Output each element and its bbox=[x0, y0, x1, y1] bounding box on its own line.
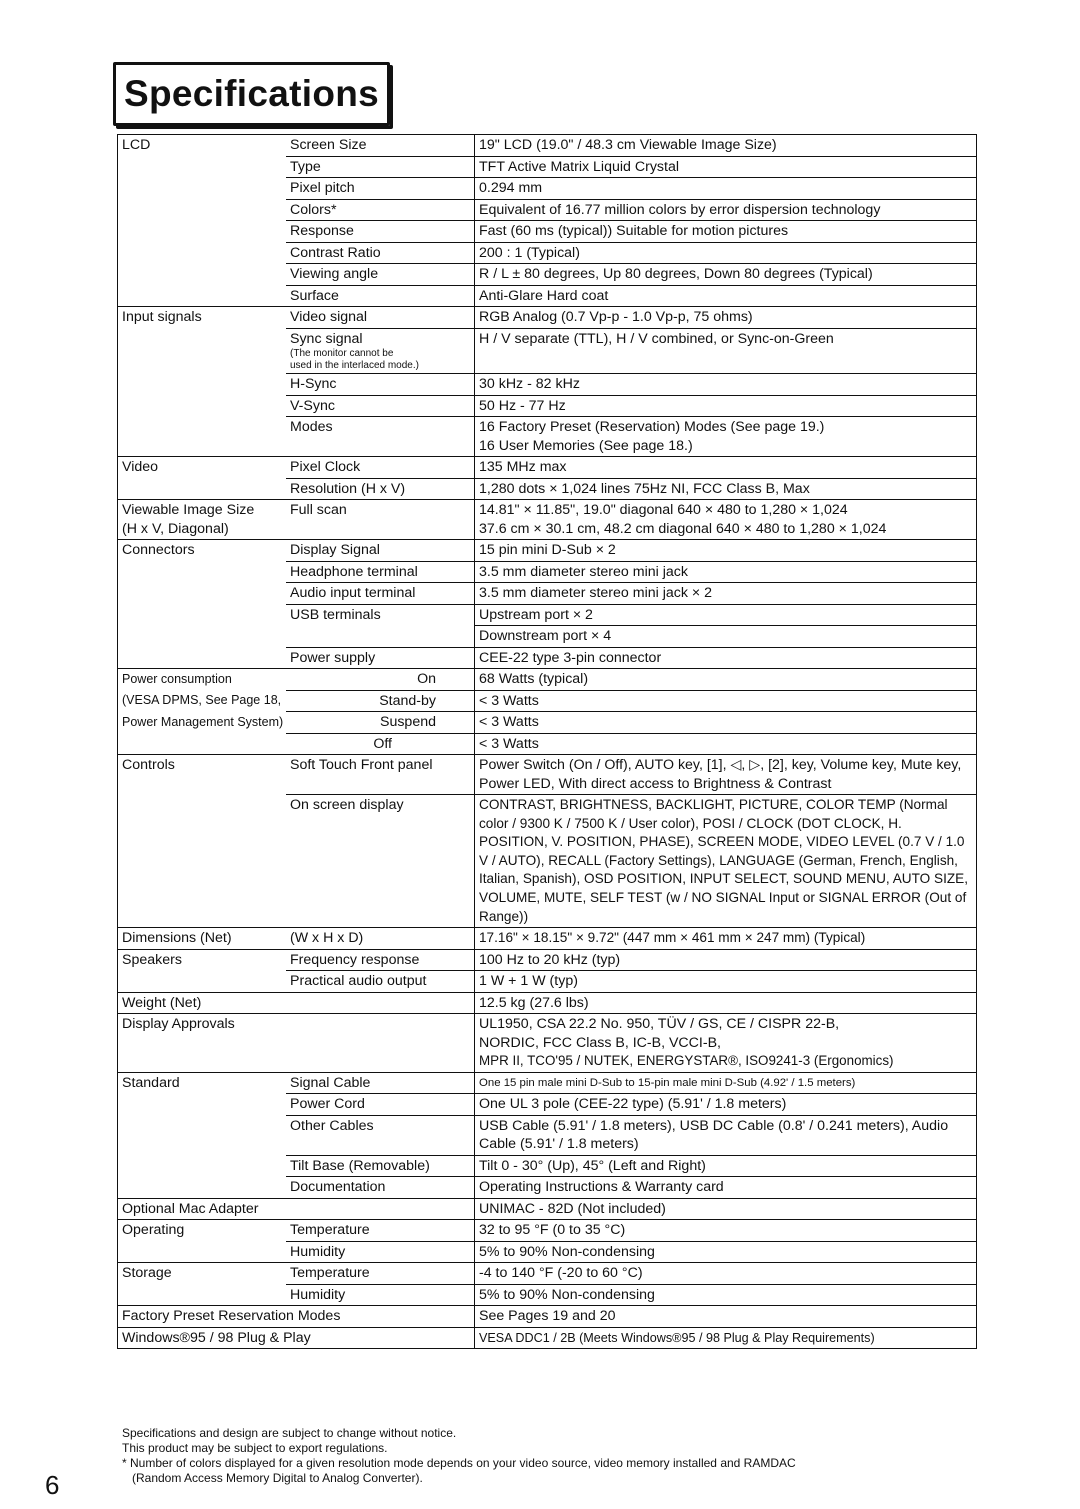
table-row bbox=[118, 307, 977, 329]
table-row bbox=[118, 285, 977, 307]
row-label: LCD bbox=[118, 135, 287, 157]
table-row bbox=[118, 178, 977, 200]
row-sublabel: Frequency response bbox=[286, 949, 475, 971]
row-value: 0.294 mm bbox=[475, 178, 977, 200]
row-value: 50 Hz - 77 Hz bbox=[475, 395, 977, 417]
table-row bbox=[118, 1306, 977, 1328]
value-line: 37.6 cm × 30.1 cm, 48.2 cm diagonal 640 × 480 to 1,280 × 1,024 bbox=[479, 520, 887, 537]
row-value: -4 to 140 °F (-20 to 60 °C) bbox=[475, 1263, 977, 1285]
row-value: 19" LCD (19.0" / 48.3 cm Viewable Image Size) bbox=[475, 135, 977, 157]
row-sublabel: Response bbox=[286, 221, 475, 243]
row-label: Power consumption bbox=[118, 669, 287, 691]
table-row bbox=[118, 971, 977, 993]
table-row bbox=[118, 1241, 977, 1263]
table-row bbox=[118, 374, 977, 396]
table-row bbox=[118, 1115, 977, 1155]
row-value: 5% to 90% Non-condensing bbox=[475, 1284, 977, 1306]
row-sublabel: Resolution (H x V) bbox=[290, 480, 406, 497]
row-label: (VESA DPMS, See Page 18, bbox=[118, 690, 287, 712]
table-row bbox=[118, 712, 977, 734]
label-line: (H x V, Diagonal) bbox=[122, 520, 229, 537]
row-value: 100 Hz to 20 kHz (typ) bbox=[475, 949, 977, 971]
row-value: 30 kHz - 82 kHz bbox=[475, 374, 977, 396]
row-label: Controls bbox=[118, 755, 287, 795]
row-sublabel: Humidity bbox=[290, 1243, 346, 1260]
table-row bbox=[118, 395, 977, 417]
table-row bbox=[118, 135, 977, 157]
table-row bbox=[118, 1155, 977, 1177]
row-value: One UL 3 pole (CEE-22 type) (5.91' / 1.8 meters) bbox=[475, 1094, 977, 1116]
row-label: Operating bbox=[118, 1220, 287, 1242]
sync-note: used in the interlaced mode.) bbox=[290, 360, 419, 371]
row-value: 17.16" × 18.15" × 9.72" (447 mm × 461 mm × 247 mm) (Typical) bbox=[475, 928, 977, 950]
row-sublabel: Pixel Clock bbox=[286, 457, 475, 479]
row-label: Connectors bbox=[118, 540, 287, 562]
table-row bbox=[118, 561, 977, 583]
row-value: 3.5 mm diameter stereo mini jack bbox=[475, 561, 977, 583]
table-row bbox=[118, 626, 977, 648]
row-value: < 3 Watts bbox=[475, 712, 977, 734]
table-row bbox=[118, 795, 977, 928]
row-value: H / V separate (TTL), H / V combined, or Sync-on-Green bbox=[475, 328, 977, 374]
table-row bbox=[118, 199, 977, 221]
row-value: Operating Instructions & Warranty card bbox=[475, 1177, 977, 1199]
row-value: Downstream port × 4 bbox=[475, 626, 977, 648]
footer-line: (Random Access Memory Digital to Analog Converter). bbox=[132, 1471, 423, 1485]
table-row bbox=[118, 1072, 977, 1094]
row-label: Storage bbox=[118, 1263, 287, 1285]
row-sublabel: Documentation bbox=[290, 1179, 386, 1196]
row-value: < 3 Watts bbox=[475, 690, 977, 712]
table-row bbox=[118, 690, 977, 712]
row-value: CONTRAST, BRIGHTNESS, BACKLIGHT, PICTURE, COLOR TEMP (Normal color / 9300 K / 7500 K / User color), POSI / CLOCK (DOT CLOCK, H. POSITION, V. POSITION, PHASE), SCREEN MODE, VIDEO LEVEL (0.7 V / 1.0 V / AUTO), RECALL (Factory Settings), LANGUAGE (German, French, English, Italian, Spanish), OSD POSITION, INPUT SELECT, SOUND MENU, AUTO SIZE, VOLUME, MUTE, SELF TEST (w / NO SIGNAL Input or SIGNAL ERROR (Out of Range)) bbox=[475, 795, 977, 928]
row-value: VESA DDC1 / 2B (Meets Windows®95 / 98 Plug & Play Requirements) bbox=[475, 1327, 977, 1349]
table-row bbox=[118, 669, 977, 691]
value-line: UL1950, CSA 22.2 No. 950, TÜV / GS, CE / CISPR 22-B, bbox=[479, 1016, 840, 1033]
footer-line: Specifications and design are subject to change without notice. bbox=[122, 1426, 457, 1440]
sync-label: Sync signal bbox=[290, 330, 363, 347]
row-value: 200 : 1 (Typical) bbox=[475, 242, 977, 264]
row-value: Anti-Glare Hard coat bbox=[475, 285, 977, 307]
row-value: CEE-22 type 3-pin connector bbox=[475, 647, 977, 669]
footer-line: This product may be subject to export regulations. bbox=[122, 1441, 388, 1455]
value-line: 16 Factory Preset (Reservation) Modes (See page 19.) bbox=[479, 419, 825, 435]
table-row bbox=[118, 457, 977, 479]
value-line: MPR II, TCO'95 / NUTEK, ENERGYSTAR®, ISO9241-3 (Ergonomics) bbox=[479, 1053, 894, 1069]
row-value: Upstream port × 2 bbox=[475, 604, 977, 626]
table-row bbox=[118, 647, 977, 669]
table-row bbox=[118, 1284, 977, 1306]
table-row bbox=[118, 1198, 977, 1220]
row-label: Factory Preset Reservation Modes bbox=[118, 1306, 475, 1328]
row-sublabel: Modes bbox=[290, 419, 333, 435]
table-row bbox=[118, 264, 977, 286]
page-number: 6 bbox=[45, 1470, 60, 1500]
value-line: NORDIC, FCC Class B, IC-B, VCCI-B, bbox=[479, 1034, 721, 1051]
table-row bbox=[118, 949, 977, 971]
row-sublabel: Type bbox=[286, 156, 475, 178]
row-sublabel: Suspend bbox=[286, 712, 475, 734]
row-value: One 15 pin male mini D-Sub to 15-pin male mini D-Sub (4.92' / 1.5 meters) bbox=[475, 1072, 977, 1094]
row-value: 135 MHz max bbox=[475, 457, 977, 479]
row-sublabel: Temperature bbox=[286, 1220, 475, 1242]
table-row bbox=[118, 583, 977, 605]
row-sublabel: Off bbox=[373, 735, 392, 752]
row-sublabel: Headphone terminal bbox=[286, 561, 475, 583]
row-label: Power Management System) bbox=[118, 712, 287, 734]
row-label: Display Approvals bbox=[118, 1014, 287, 1073]
row-value: Power Switch (On / Off), AUTO key, [1], ◁, ▷, [2], key, Volume key, Mute key, Power LED, With direct access to Brightness & Contrast bbox=[475, 755, 977, 795]
value-line: 14.81" × 11.85", 19.0" diagonal 640 × 480 to 1,280 × 1,024 bbox=[479, 502, 848, 518]
table-row bbox=[118, 1094, 977, 1116]
row-value: RGB Analog (0.7 Vp-p - 1.0 Vp-p, 75 ohms) bbox=[475, 307, 977, 329]
row-value: < 3 Watts bbox=[475, 733, 977, 755]
row-sublabel: Screen Size bbox=[286, 135, 475, 157]
row-sublabel: Full scan bbox=[286, 500, 475, 540]
row-sublabel: USB terminals bbox=[290, 606, 381, 623]
row-sublabel: Other Cables bbox=[290, 1117, 374, 1134]
row-sublabel: Colors* bbox=[286, 199, 475, 221]
row-value: 15 pin mini D-Sub × 2 bbox=[475, 540, 977, 562]
label-line: Viewable Image Size bbox=[122, 502, 255, 518]
row-value: Tilt 0 - 30° (Up), 45° (Left and Right) bbox=[475, 1155, 977, 1177]
row-label: Windows®95 / 98 Plug & Play bbox=[118, 1327, 475, 1349]
row-value bbox=[475, 1014, 977, 1073]
row-sublabel: H-Sync bbox=[286, 374, 475, 396]
row-label: Standard bbox=[118, 1072, 287, 1094]
table-row bbox=[118, 1014, 977, 1073]
page-title: Specifications bbox=[113, 62, 390, 126]
row-sublabel: Signal Cable bbox=[286, 1072, 475, 1094]
table-row bbox=[118, 992, 977, 1014]
row-label: Video bbox=[118, 457, 287, 479]
row-sublabel: Video signal bbox=[286, 307, 475, 329]
row-sublabel bbox=[286, 328, 475, 374]
row-value: USB Cable (5.91' / 1.8 meters), USB DC Cable (0.8' / 0.241 meters), Audio Cable (5.91' / 1.8 meters) bbox=[475, 1115, 977, 1155]
row-label bbox=[118, 500, 287, 540]
row-sublabel: On screen display bbox=[290, 797, 404, 813]
row-label: Input signals bbox=[118, 307, 287, 329]
table-row bbox=[118, 1220, 977, 1242]
table-row bbox=[118, 156, 977, 178]
row-sublabel: Humidity bbox=[290, 1286, 346, 1303]
table-row bbox=[118, 1263, 977, 1285]
footer-line: * Number of colors displayed for a given resolution mode depends on your video source, video memory installed and RAMDAC bbox=[122, 1456, 796, 1470]
row-value: 32 to 95 °F (0 to 35 °C) bbox=[475, 1220, 977, 1242]
footer-notes bbox=[122, 1426, 796, 1486]
table-row bbox=[118, 328, 977, 374]
row-value: 1 W + 1 W (typ) bbox=[475, 971, 977, 993]
row-sublabel: Pixel pitch bbox=[286, 178, 475, 200]
row-label: Weight (Net) bbox=[118, 992, 287, 1014]
table-row bbox=[118, 1327, 977, 1349]
row-sublabel: Contrast Ratio bbox=[286, 242, 475, 264]
table-row bbox=[118, 221, 977, 243]
row-sublabel: Soft Touch Front panel bbox=[286, 755, 475, 795]
row-sublabel: Surface bbox=[290, 287, 339, 304]
table-row bbox=[118, 755, 977, 795]
table-row bbox=[118, 540, 977, 562]
table-row bbox=[118, 1177, 977, 1199]
row-sublabel: Temperature bbox=[286, 1263, 475, 1285]
row-value: UNIMAC - 82D (Not included) bbox=[475, 1198, 977, 1220]
row-sublabel: Tilt Base (Removable) bbox=[286, 1155, 475, 1177]
row-label: Optional Mac Adapter bbox=[118, 1198, 475, 1220]
row-sublabel: Display Signal bbox=[286, 540, 475, 562]
row-value: 12.5 kg (27.6 lbs) bbox=[475, 992, 977, 1014]
spec-table bbox=[117, 134, 977, 1349]
table-row bbox=[118, 478, 977, 500]
table-row bbox=[118, 604, 977, 626]
row-value: 68 Watts (typical) bbox=[475, 669, 977, 691]
row-sublabel: (W x H x D) bbox=[286, 928, 475, 950]
row-value bbox=[475, 417, 977, 457]
row-value: 1,280 dots × 1,024 lines 75Hz NI, FCC Class B, Max bbox=[475, 478, 977, 500]
row-label: Dimensions (Net) bbox=[118, 928, 287, 950]
row-sublabel: Power supply bbox=[290, 649, 376, 666]
row-sublabel: Stand-by bbox=[286, 690, 475, 712]
table-row bbox=[118, 417, 977, 457]
row-value: See Pages 19 and 20 bbox=[475, 1306, 977, 1328]
value-line: 16 User Memories (See page 18.) bbox=[479, 437, 693, 454]
row-value: 5% to 90% Non-condensing bbox=[475, 1241, 977, 1263]
row-sublabel: On bbox=[286, 669, 475, 691]
row-value: Equivalent of 16.77 million colors by error dispersion technology bbox=[475, 199, 977, 221]
row-label: Speakers bbox=[118, 949, 287, 971]
row-sublabel: Practical audio output bbox=[290, 973, 427, 990]
row-value bbox=[475, 500, 977, 540]
row-sublabel: Power Cord bbox=[286, 1094, 475, 1116]
table-row bbox=[118, 733, 977, 755]
table-row bbox=[118, 242, 977, 264]
row-sublabel: Viewing angle bbox=[286, 264, 475, 286]
table-row bbox=[118, 928, 977, 950]
row-value: TFT Active Matrix Liquid Crystal bbox=[475, 156, 977, 178]
row-sublabel: Audio input terminal bbox=[286, 583, 475, 605]
row-sublabel: V-Sync bbox=[286, 395, 475, 417]
sync-note: (The monitor cannot be bbox=[290, 348, 394, 359]
row-value: Fast (60 ms (typical)) Suitable for motion pictures bbox=[475, 221, 977, 243]
row-value: R / L ± 80 degrees, Up 80 degrees, Down 80 degrees (Typical) bbox=[475, 264, 977, 286]
table-row bbox=[118, 500, 977, 540]
row-value: 3.5 mm diameter stereo mini jack × 2 bbox=[475, 583, 977, 605]
